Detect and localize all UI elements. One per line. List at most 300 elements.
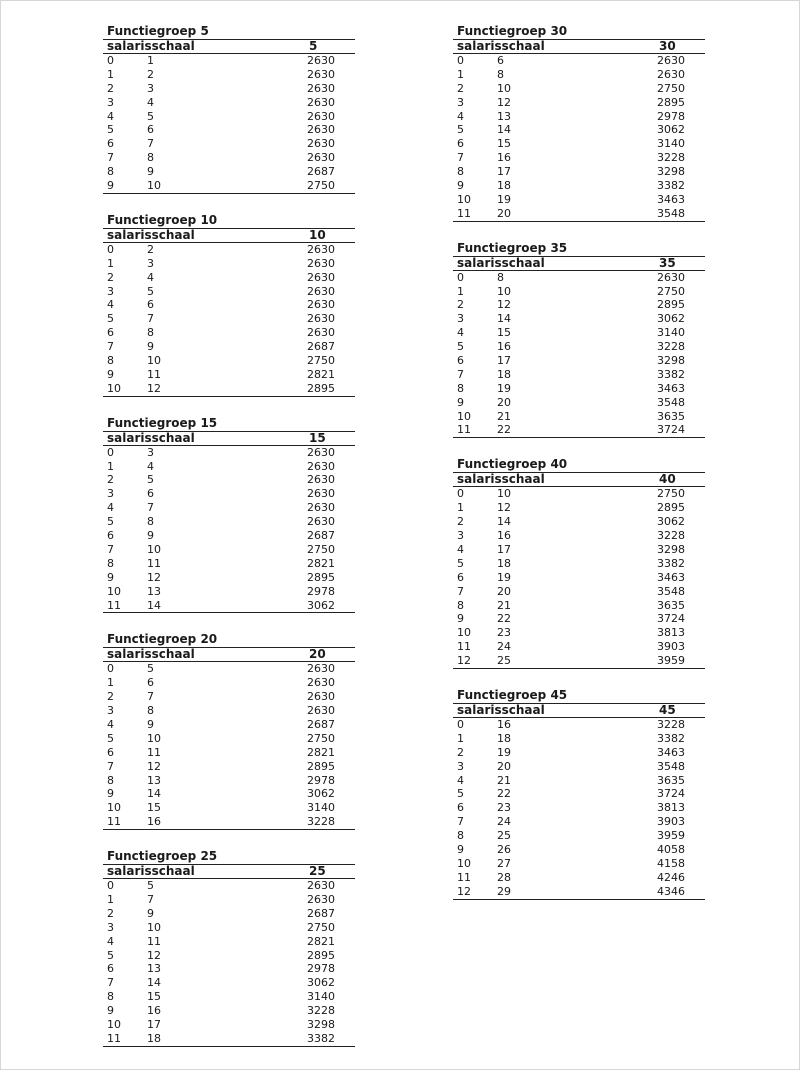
table-row (453, 487, 705, 501)
step-cell: 1 (107, 256, 114, 270)
table-row (103, 732, 355, 746)
step-cell: 3 (107, 284, 114, 298)
scale-cell: 17 (497, 542, 511, 556)
scale-cell: 8 (147, 326, 154, 340)
scale-cell: 17 (497, 354, 511, 368)
amount-cell: 2630 (657, 67, 685, 81)
table-row (103, 82, 355, 96)
table-header (453, 39, 705, 54)
table-row (453, 137, 705, 151)
header-group-value: 25 (309, 864, 326, 879)
header-label: salarisschaal (107, 39, 195, 53)
table-row (453, 68, 705, 82)
amount-cell: 3382 (307, 1031, 335, 1045)
table-header (453, 472, 705, 487)
step-cell: 1 (107, 67, 114, 81)
amount-cell: 3382 (657, 556, 685, 570)
table-row (453, 123, 705, 137)
table-row (453, 746, 705, 760)
step-cell: 5 (107, 515, 114, 529)
group-title: Functiegroep 10 (107, 212, 218, 227)
table-row (103, 718, 355, 732)
amount-cell: 2750 (657, 487, 685, 501)
table-row (453, 557, 705, 571)
scale-cell: 19 (497, 745, 511, 759)
step-cell: 10 (107, 801, 121, 815)
table-row (103, 285, 355, 299)
salary-group (453, 241, 705, 439)
scale-cell: 9 (147, 906, 154, 920)
scale-cell: 11 (147, 367, 161, 381)
amount-cell: 3228 (307, 815, 335, 829)
amount-cell: 2630 (307, 109, 335, 123)
table-row (103, 271, 355, 285)
table-body (103, 243, 355, 397)
table-row (103, 990, 355, 1004)
table-row (103, 815, 355, 829)
scale-cell: 17 (497, 165, 511, 179)
scale-cell: 14 (147, 787, 161, 801)
scale-cell: 5 (147, 109, 154, 123)
amount-cell: 2630 (307, 704, 335, 718)
scale-cell: 25 (497, 654, 511, 668)
table-row (103, 257, 355, 271)
amount-cell: 3140 (307, 801, 335, 815)
amount-cell: 3382 (657, 731, 685, 745)
scale-cell: 6 (497, 54, 504, 67)
table-row (453, 571, 705, 585)
step-cell: 6 (457, 137, 464, 151)
table-row (453, 732, 705, 746)
scale-cell: 15 (147, 990, 161, 1004)
amount-cell: 2750 (657, 284, 685, 298)
amount-cell: 3228 (657, 529, 685, 543)
amount-cell: 4058 (657, 842, 685, 856)
table-row (103, 68, 355, 82)
scale-cell: 15 (497, 137, 511, 151)
step-cell: 2 (457, 515, 464, 529)
amount-cell: 2895 (657, 501, 685, 515)
table-row (103, 921, 355, 935)
scale-cell: 5 (147, 284, 154, 298)
scale-cell: 3 (147, 81, 154, 95)
table-row (103, 151, 355, 165)
step-cell: 2 (107, 270, 114, 284)
step-cell: 3 (107, 487, 114, 501)
scale-cell: 1 (147, 54, 154, 67)
table-body (103, 446, 355, 614)
step-cell: 8 (457, 165, 464, 179)
table-row (453, 787, 705, 801)
step-cell: 3 (107, 95, 114, 109)
step-cell: 4 (107, 501, 114, 515)
step-cell: 1 (457, 501, 464, 515)
table-row (103, 298, 355, 312)
step-cell: 4 (457, 542, 464, 556)
table-row (453, 96, 705, 110)
step-cell: 5 (107, 312, 114, 326)
scale-cell: 23 (497, 626, 511, 640)
step-cell: 11 (457, 423, 471, 437)
table-row (103, 368, 355, 382)
table-row (453, 529, 705, 543)
table-row (103, 312, 355, 326)
step-cell: 7 (457, 815, 464, 829)
step-cell: 1 (457, 731, 464, 745)
scale-cell: 7 (147, 137, 154, 151)
scale-cell: 18 (497, 367, 511, 381)
step-cell: 10 (107, 1017, 121, 1031)
amount-cell: 2630 (307, 326, 335, 340)
amount-cell: 2750 (307, 731, 335, 745)
table-row (453, 718, 705, 732)
salary-group (103, 213, 355, 397)
step-cell: 11 (107, 1031, 121, 1045)
table-row (103, 382, 355, 396)
table-row (453, 110, 705, 124)
amount-cell: 3548 (657, 759, 685, 773)
step-cell: 10 (107, 381, 121, 395)
table-row (453, 871, 705, 885)
scale-cell: 5 (147, 662, 154, 676)
step-cell: 6 (107, 529, 114, 543)
scale-cell: 18 (497, 179, 511, 193)
step-cell: 12 (457, 884, 471, 898)
group-title: Functiegroep 20 (107, 632, 218, 647)
header-label: salarisschaal (107, 227, 195, 242)
salary-group (453, 688, 705, 900)
table-row (103, 893, 355, 907)
amount-cell: 3903 (657, 640, 685, 654)
table-row (103, 662, 355, 676)
scale-cell: 15 (497, 326, 511, 340)
amount-cell: 3548 (657, 395, 685, 409)
step-cell: 0 (457, 487, 464, 501)
table-row (453, 501, 705, 515)
scale-cell: 21 (497, 409, 511, 423)
step-cell: 0 (107, 879, 114, 893)
scale-cell: 10 (497, 284, 511, 298)
step-cell: 9 (107, 367, 114, 381)
amount-cell: 2630 (307, 879, 335, 893)
amount-cell: 2978 (307, 584, 335, 598)
table-row (453, 207, 705, 221)
step-cell: 5 (457, 340, 464, 354)
table-row (103, 123, 355, 137)
amount-cell: 2750 (657, 81, 685, 95)
amount-cell: 2630 (307, 662, 335, 676)
scale-cell: 27 (497, 856, 511, 870)
scale-cell: 12 (147, 570, 161, 584)
step-cell: 4 (457, 109, 464, 123)
scale-cell: 12 (147, 759, 161, 773)
salary-group (103, 416, 355, 614)
table-row (103, 165, 355, 179)
amount-cell: 2821 (307, 367, 335, 381)
step-cell: 10 (457, 409, 471, 423)
scale-cell: 20 (497, 395, 511, 409)
amount-cell: 3062 (657, 515, 685, 529)
step-cell: 9 (107, 179, 114, 193)
amount-cell: 3140 (657, 326, 685, 340)
table-row (453, 599, 705, 613)
step-cell: 9 (457, 179, 464, 193)
scale-cell: 6 (147, 487, 154, 501)
table-row (453, 829, 705, 843)
table-row (453, 626, 705, 640)
table-row (453, 340, 705, 354)
scale-cell: 2 (147, 242, 154, 256)
amount-cell: 2750 (307, 920, 335, 934)
step-cell: 4 (107, 109, 114, 123)
scale-cell: 25 (497, 829, 511, 843)
scale-cell: 14 (497, 123, 511, 137)
amount-cell: 3724 (657, 787, 685, 801)
step-cell: 6 (107, 326, 114, 340)
table-row (453, 815, 705, 829)
scale-cell: 12 (147, 381, 161, 395)
table-row (453, 885, 705, 899)
scale-cell: 3 (147, 445, 154, 459)
step-cell: 3 (107, 920, 114, 934)
table-row (453, 654, 705, 668)
header-group-value: 35 (659, 255, 676, 270)
group-title: Functiegroep 35 (457, 240, 568, 255)
amount-cell: 3062 (657, 312, 685, 326)
step-cell: 8 (107, 990, 114, 1004)
step-cell: 5 (457, 123, 464, 137)
step-cell: 5 (107, 123, 114, 137)
step-cell: 7 (107, 151, 114, 165)
scale-cell: 2 (147, 67, 154, 81)
table-row (453, 410, 705, 424)
step-cell: 7 (457, 151, 464, 165)
step-cell: 6 (457, 354, 464, 368)
scale-cell: 12 (497, 298, 511, 312)
table-header (453, 703, 705, 718)
amount-cell: 2630 (307, 312, 335, 326)
scale-cell: 18 (497, 556, 511, 570)
amount-cell: 2895 (657, 95, 685, 109)
amount-cell: 2630 (307, 123, 335, 137)
amount-cell: 2630 (307, 242, 335, 256)
amount-cell: 3463 (657, 192, 685, 206)
table-row (453, 368, 705, 382)
scale-cell: 22 (497, 612, 511, 626)
table-row (103, 949, 355, 963)
scale-cell: 7 (147, 690, 154, 704)
amount-cell: 2895 (657, 298, 685, 312)
step-cell: 2 (107, 473, 114, 487)
scale-cell: 21 (497, 773, 511, 787)
table-row (453, 179, 705, 193)
table-row (103, 704, 355, 718)
table-row (453, 382, 705, 396)
step-cell: 0 (107, 242, 114, 256)
scale-cell: 8 (497, 67, 504, 81)
step-cell: 6 (107, 962, 114, 976)
table-row (453, 271, 705, 285)
step-cell: 8 (457, 598, 464, 612)
amount-cell: 2895 (307, 948, 335, 962)
scale-cell: 5 (147, 879, 154, 893)
table-body (103, 879, 355, 1047)
step-cell: 3 (457, 759, 464, 773)
amount-cell: 3298 (307, 1017, 335, 1031)
amount-cell: 2630 (657, 270, 685, 284)
step-cell: 2 (107, 81, 114, 95)
scale-cell: 11 (147, 745, 161, 759)
table-row (453, 801, 705, 815)
step-cell: 0 (107, 662, 114, 676)
amount-cell: 2821 (307, 556, 335, 570)
step-cell: 3 (457, 529, 464, 543)
right-column (453, 24, 705, 919)
salary-group (103, 849, 355, 1047)
step-cell: 10 (457, 192, 471, 206)
table-row (453, 151, 705, 165)
amount-cell: 2630 (307, 54, 335, 67)
table-header (103, 864, 355, 879)
table-body (103, 662, 355, 830)
scale-cell: 12 (497, 501, 511, 515)
table-row (103, 340, 355, 354)
table-row (103, 501, 355, 515)
scale-cell: 11 (147, 556, 161, 570)
amount-cell: 2895 (307, 759, 335, 773)
amount-cell: 2687 (307, 529, 335, 543)
step-cell: 8 (107, 354, 114, 368)
scale-cell: 9 (147, 340, 154, 354)
step-cell: 2 (457, 81, 464, 95)
step-cell: 5 (107, 731, 114, 745)
amount-cell: 2630 (307, 445, 335, 459)
scale-cell: 22 (497, 787, 511, 801)
table-body (453, 487, 705, 669)
table-row (103, 907, 355, 921)
step-cell: 1 (107, 676, 114, 690)
amount-cell: 2630 (307, 501, 335, 515)
step-cell: 11 (457, 870, 471, 884)
left-column (103, 24, 355, 1066)
scale-cell: 9 (147, 165, 154, 179)
scale-cell: 19 (497, 192, 511, 206)
scale-cell: 10 (497, 81, 511, 95)
scale-cell: 20 (497, 584, 511, 598)
amount-cell: 2750 (307, 179, 335, 193)
step-cell: 9 (107, 570, 114, 584)
header-label: salarisschaal (457, 39, 545, 53)
amount-cell: 3635 (657, 773, 685, 787)
amount-cell: 2630 (307, 298, 335, 312)
step-cell: 7 (107, 976, 114, 990)
scale-cell: 10 (147, 179, 161, 193)
table-row (103, 487, 355, 501)
table-row (103, 760, 355, 774)
amount-cell: 2630 (307, 137, 335, 151)
table-row (103, 557, 355, 571)
step-cell: 11 (457, 206, 471, 220)
amount-cell: 2687 (307, 165, 335, 179)
scale-cell: 10 (147, 354, 161, 368)
scale-cell: 19 (497, 381, 511, 395)
scale-cell: 24 (497, 640, 511, 654)
scale-cell: 4 (147, 459, 154, 473)
scale-cell: 13 (147, 584, 161, 598)
step-cell: 4 (457, 773, 464, 787)
table-row (103, 585, 355, 599)
amount-cell: 3062 (657, 123, 685, 137)
scale-cell: 6 (147, 676, 154, 690)
salary-group (103, 24, 355, 194)
step-cell: 4 (107, 934, 114, 948)
scale-cell: 14 (497, 515, 511, 529)
step-cell: 11 (457, 640, 471, 654)
table-row (103, 746, 355, 760)
table-body (453, 54, 705, 222)
step-cell: 3 (107, 704, 114, 718)
header-group-value: 10 (309, 227, 326, 242)
table-header (453, 256, 705, 271)
amount-cell: 2630 (307, 95, 335, 109)
step-cell: 6 (457, 570, 464, 584)
step-cell: 4 (107, 717, 114, 731)
step-cell: 7 (107, 340, 114, 354)
step-cell: 11 (107, 815, 121, 829)
amount-cell: 3724 (657, 612, 685, 626)
table-row (453, 774, 705, 788)
table-row (453, 760, 705, 774)
header-label: salarisschaal (107, 430, 195, 445)
step-cell: 0 (107, 54, 114, 67)
amount-cell: 2630 (307, 151, 335, 165)
amount-cell: 2630 (307, 256, 335, 270)
step-cell: 3 (457, 312, 464, 326)
scale-cell: 9 (147, 529, 154, 543)
table-row (103, 935, 355, 949)
step-cell: 8 (107, 165, 114, 179)
header-group-value: 45 (659, 702, 676, 717)
scale-cell: 29 (497, 884, 511, 898)
scale-cell: 12 (497, 95, 511, 109)
scale-cell: 16 (147, 815, 161, 829)
table-row (453, 285, 705, 299)
table-row (103, 137, 355, 151)
table-row (103, 801, 355, 815)
table-row (103, 243, 355, 257)
amount-cell: 2630 (307, 487, 335, 501)
amount-cell: 3382 (657, 367, 685, 381)
amount-cell: 3463 (657, 381, 685, 395)
table-row (103, 326, 355, 340)
step-cell: 7 (107, 542, 114, 556)
table-row (453, 515, 705, 529)
table-body (453, 718, 705, 900)
scale-cell: 17 (147, 1017, 161, 1031)
header-group-value: 15 (309, 430, 326, 445)
salary-group (453, 457, 705, 669)
scale-cell: 23 (497, 801, 511, 815)
step-cell: 0 (457, 717, 464, 731)
scale-cell: 20 (497, 206, 511, 220)
table-row (103, 774, 355, 788)
scale-cell: 6 (147, 298, 154, 312)
scale-cell: 13 (147, 773, 161, 787)
amount-cell: 3463 (657, 745, 685, 759)
scale-cell: 13 (497, 109, 511, 123)
header-label: salarisschaal (107, 864, 195, 879)
step-cell: 6 (457, 801, 464, 815)
